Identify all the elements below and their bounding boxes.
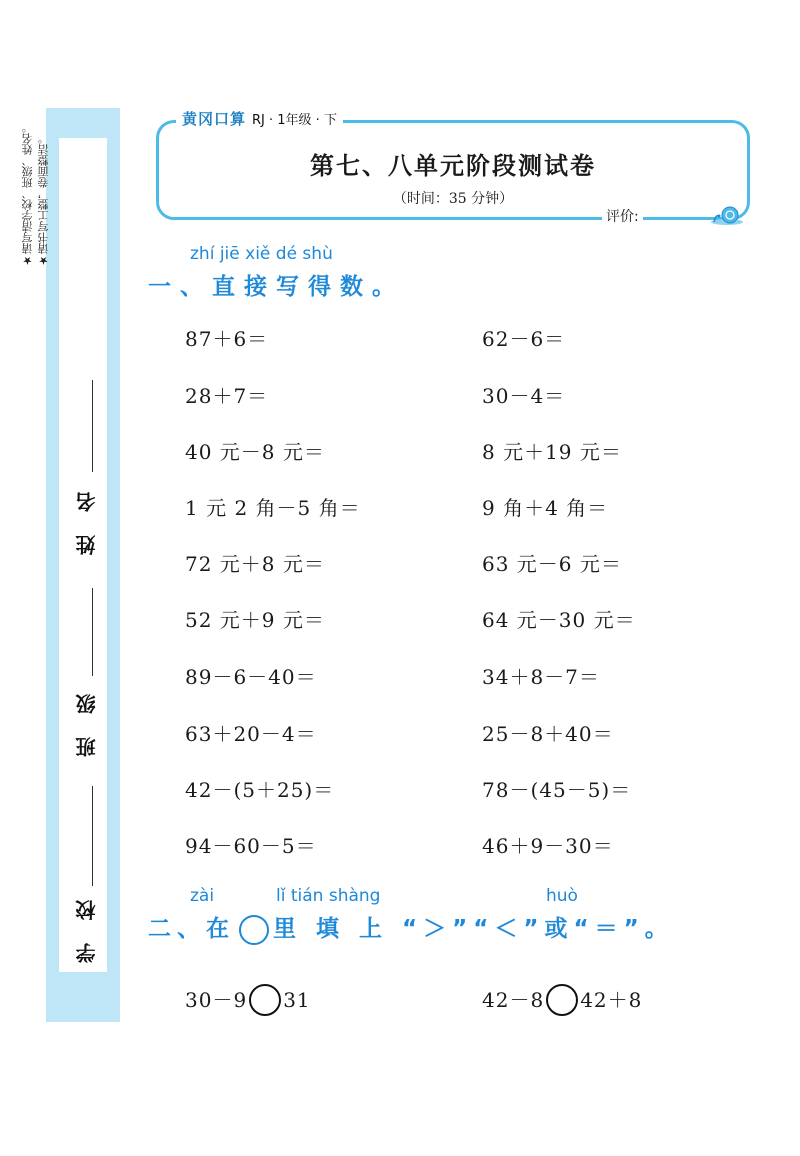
name-line[interactable] <box>92 380 93 472</box>
edition-label: RJ · 1年级 · 下 <box>252 113 337 128</box>
compare-problem-2 <box>482 984 642 1018</box>
problem-3-right: 8 元＋19 元＝ <box>482 440 622 464</box>
section1-pinyin: zhí jiē xiě dé shù <box>190 244 333 264</box>
brand-tag <box>176 108 343 129</box>
binding-strip <box>46 108 120 1022</box>
problem-1-left: 87＋6＝ <box>185 327 269 351</box>
section2-pinyin-zai: zài <box>190 886 215 906</box>
instructions-notes <box>20 122 52 267</box>
problem-9-left: 42－(5＋25)＝ <box>185 778 335 802</box>
problem-10-left: 94－60－5＝ <box>185 834 317 858</box>
problem-6-left: 52 元＋9 元＝ <box>185 608 325 632</box>
problem-2-right: 30－4＝ <box>482 384 566 408</box>
info-panel <box>59 138 107 972</box>
problem-6-right: 64 元－30 元＝ <box>482 608 636 632</box>
problem-4-left: 1 元 2 角－5 角＝ <box>185 496 361 520</box>
note-2: ★请书写工整，卷面整洁。 <box>37 133 50 267</box>
class-line[interactable] <box>92 588 93 676</box>
section2-pinyin-li-tian-shang: lǐ tián shàng <box>276 886 381 906</box>
rating-label: 评价: <box>602 206 643 226</box>
problem-7-right: 34＋8－7＝ <box>482 665 600 689</box>
problem-5-right: 63 元－6 元＝ <box>482 552 622 576</box>
compare-problem-1 <box>185 984 311 1018</box>
problem-8-left: 63＋20－4＝ <box>185 722 317 746</box>
compare-1-right: 31 <box>283 988 311 1012</box>
compare-1-answer-circle[interactable] <box>249 984 281 1016</box>
class-label: 班 级 <box>75 686 99 757</box>
problem-2-left: 28＋7＝ <box>185 384 269 408</box>
problem-3-left: 40 元－8 元＝ <box>185 440 325 464</box>
section1-title: 一、直接写得数。 <box>148 274 404 300</box>
problem-1-right: 62－6＝ <box>482 327 566 351</box>
problem-7-left: 89－6－40＝ <box>185 665 317 689</box>
school-label: 学 校 <box>75 892 99 963</box>
section2-pinyin-huo: huò <box>546 886 578 906</box>
problem-8-right: 25－8＋40＝ <box>482 722 614 746</box>
compare-2-answer-circle[interactable] <box>546 984 578 1016</box>
compare-2-right: 42＋8 <box>580 988 643 1012</box>
time-limit: （时间：35 分钟） <box>392 191 514 207</box>
section2-title <box>148 910 674 945</box>
section2-title-suffix: 里 填 上 “＞”“＜”或“＝”。 <box>273 916 674 942</box>
problem-5-left: 72 元＋8 元＝ <box>185 552 325 576</box>
brand-logo: 黄冈口算 <box>182 110 247 128</box>
name-label: 姓 名 <box>75 484 99 555</box>
section2-title-prefix: 二、在 <box>148 916 235 942</box>
compare-1-left: 30－9 <box>185 988 248 1012</box>
circle-symbol-icon <box>239 915 269 945</box>
note-1: ★请写清学校、班级、姓名。 <box>21 122 34 267</box>
paper-title: 第七、八单元阶段测试卷 <box>310 151 596 180</box>
snail-icon <box>710 204 744 226</box>
compare-2-left: 42－8 <box>482 988 545 1012</box>
school-line[interactable] <box>92 786 93 886</box>
problem-4-right: 9 角＋4 角＝ <box>482 496 609 520</box>
problem-10-right: 46＋9－30＝ <box>482 834 614 858</box>
problem-9-right: 78－(45－5)＝ <box>482 778 632 802</box>
